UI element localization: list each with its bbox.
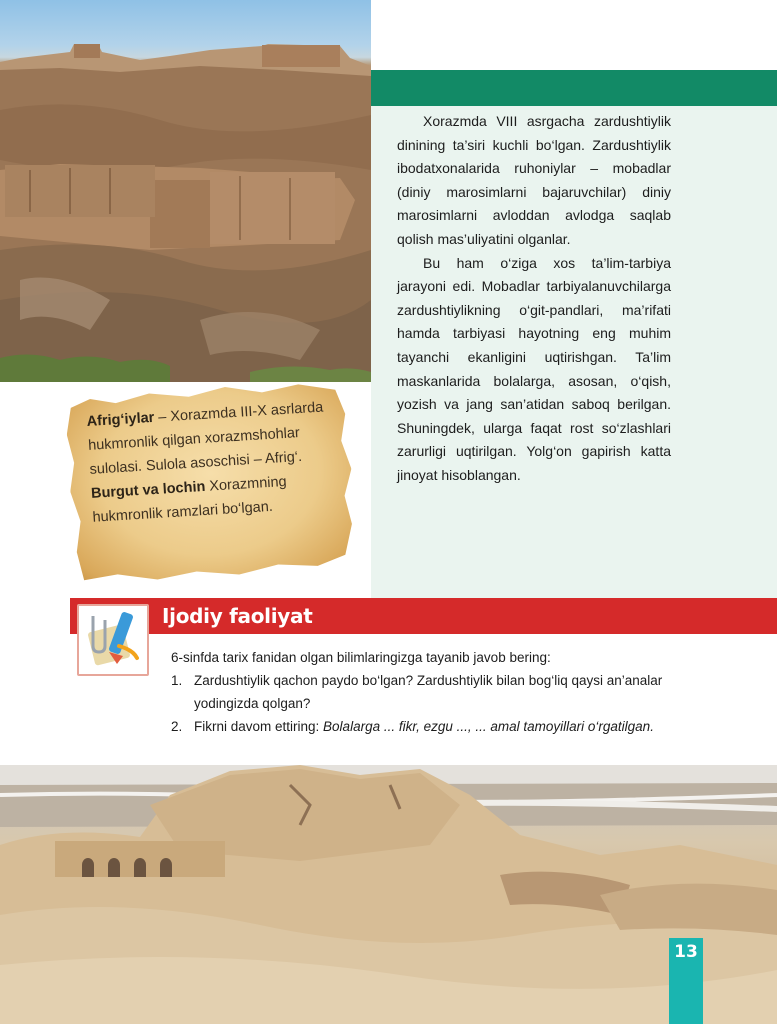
task-list [171,669,671,738]
task-number: 1. [171,673,183,688]
note-text-2: Xorazmning hukmronlik ramzlari bo‘lgan. [92,473,288,526]
task-item [171,669,671,715]
note-term-2: Burgut va lochin [90,478,206,502]
paragraph-2: Bu ham o‘ziga xos ta’lim-tarbiya jarayoni edi. Mobadlar tarbiyalanuvchilarga zardushtiylikning o‘git-pandlari, ma’rifati hamda tarbiyasi hayotning eng muhim tayanchi ekanligini uqtirishgan. Ta’lim maskanlarida bolalarga, asosan, o‘qish, yozish va jang san’atidan saboq berilgan. Shuningdek, ularga faqat rost so‘zlashlari zarurligi uqtirilgan. Yolg‘on gapirish katta jinoyat hisoblangan. [397,254,671,483]
task-text: Zardushtiylik qachon paydo bo‘lgan? Zardushtiylik bilan bog‘liq qaysi an’analar yodingizda qolgan? [194,673,663,711]
fortress-photo [0,0,371,382]
task-item [171,715,671,738]
task-number: 2. [171,719,183,734]
section-title: Ijodiy faoliyat [162,604,313,628]
task-italic-text: Bolalarga ... fikr, ezgu ..., ... amal tamoyillari o‘rgatilgan. [323,719,654,734]
task-instruction: 6-sinfda tarix fanidan olgan bilimlaringizga tayanib javob bering: [171,650,551,665]
paragraph-1: Xorazmda VIII asrgacha zardushtiylik dinining ta’siri kuchli bo‘lgan. Zardushtiylik ibodatxonalarida ruhoniylar – mobadlar (diniy marosimlarni bajaruvchilar) diniy marosimlarni avloddan avlodga saqlab qolish mas’uliyatini olganlar. [397,113,671,247]
paperclip-notebook-icon [77,604,149,676]
activity-icon-graphic [79,606,147,674]
task-block [171,646,671,738]
fortress-illustration [0,0,371,382]
note-term-1: Afrig‘iylar [86,409,155,430]
main-text [397,110,671,488]
ruins-photo [0,765,777,1024]
ruins-illustration [0,765,777,1024]
page-number: 13 [674,942,698,962]
task-text: Fikrni davom ettiring: [194,719,324,734]
note-text-1: – Xorazmda III-X asrlarda hukmronlik qilgan xorazmshohlar sulolasi. Sulola asoschisi – Afrig‘. [87,399,324,478]
panel-header-bar [371,70,777,106]
parchment-note-text [86,394,351,530]
